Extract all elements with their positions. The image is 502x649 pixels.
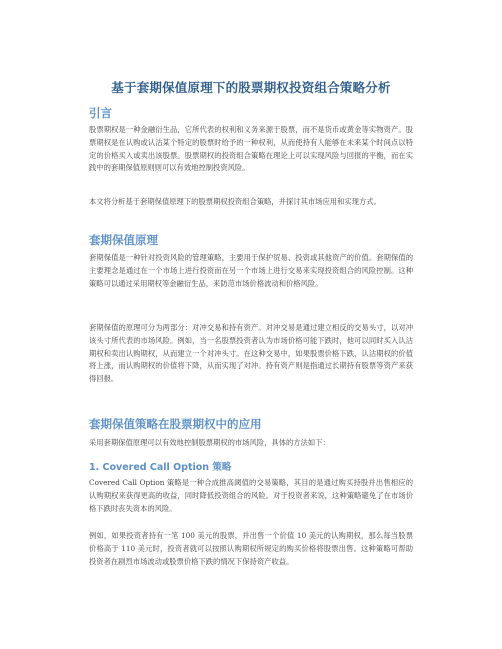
hedging-paragraph-1: 套期保值是一种针对投资风险的管理策略，主要用于保护贸易、投资或其他资产的价值。套期保值的主要理念是通过在一个市场上进行投资而在另一个市场上进行交易来实现投资组合的风险控制。这种策略可以通过采用期权等金融衍生品，来防范市场价格波动和价格风险。 (89, 253, 413, 288)
section-heading-application: 套期保值策略在股票期权中的应用 (89, 417, 262, 431)
hedging-paragraph-2: 套期保值的原理可分为两部分：对冲交易和持有资产。对冲交易是通过建立相反的交易头寸，以对冲该头寸所代表的市场风险。例如，当一名股票投资者认为市场价格可能下跌时，他可以同时买入认沽期权和卖出认购期权，从而建立一个对冲头寸。在这种交易中，如果股票价格下跌，认沽期权的价值将上涨，而认购期权的价值将下降，从而实现了对冲。持有资产则是指通过长期持有股票等资产来获得回报。 (89, 323, 413, 384)
subsection-heading-covered-call: 1. Covered Call Option 策略 (89, 462, 232, 473)
intro-paragraph-1: 股票期权是一种金融衍生品，它所代表的权利和义务来源于股票，而不是货币或黄金等实物资产。股票期权是在认购或认沽某个特定的股票时给予的一种权利，从而使持有人能够在未来某个时间点以特定的价格买入或卖出该股票。股票期权的投资组合策略在理论上可以实现风险与回报的平衡，而在实践中的套期保值原则则可以有效地控制投资风险。 (89, 125, 413, 173)
section-heading-hedging: 套期保值原理 (89, 233, 158, 247)
section-heading-intro: 引言 (89, 106, 112, 120)
covered-call-paragraph-1: Covered Call Option 策略是一种合成推高阈值的交易策略，其目的是通过购买持股并出售相应的认购期权来获得更高的收益，同时降低投资组合的风险。对于投资者来说，这种策略避免了在市场价格下跌时丧失资本的风险。 (89, 478, 413, 513)
intro-paragraph-2: 本文将分析基于套期保值原理下的股票期权投资组合策略，并探讨其市场应用和实现方式。 (89, 197, 381, 206)
application-paragraph-1: 采用套期保值原理可以有效地控制股票期权的市场风险，具体的方法如下： (89, 438, 330, 447)
document-title: 基于套期保值原理下的股票期权投资组合策略分析 (111, 80, 391, 95)
covered-call-paragraph-2: 例如，如果投资者持有一笔 100 美元的股票，并出售一个价值 10 美元的认购期权，那么每当股票价格高于 110 美元时，投资者就可以按照认购期权所规定的购买价格将股票出售。这种策略可帮助投资者在剧烈市场波动或股票价格下跌的情况下保持资产收益。 (89, 531, 413, 566)
